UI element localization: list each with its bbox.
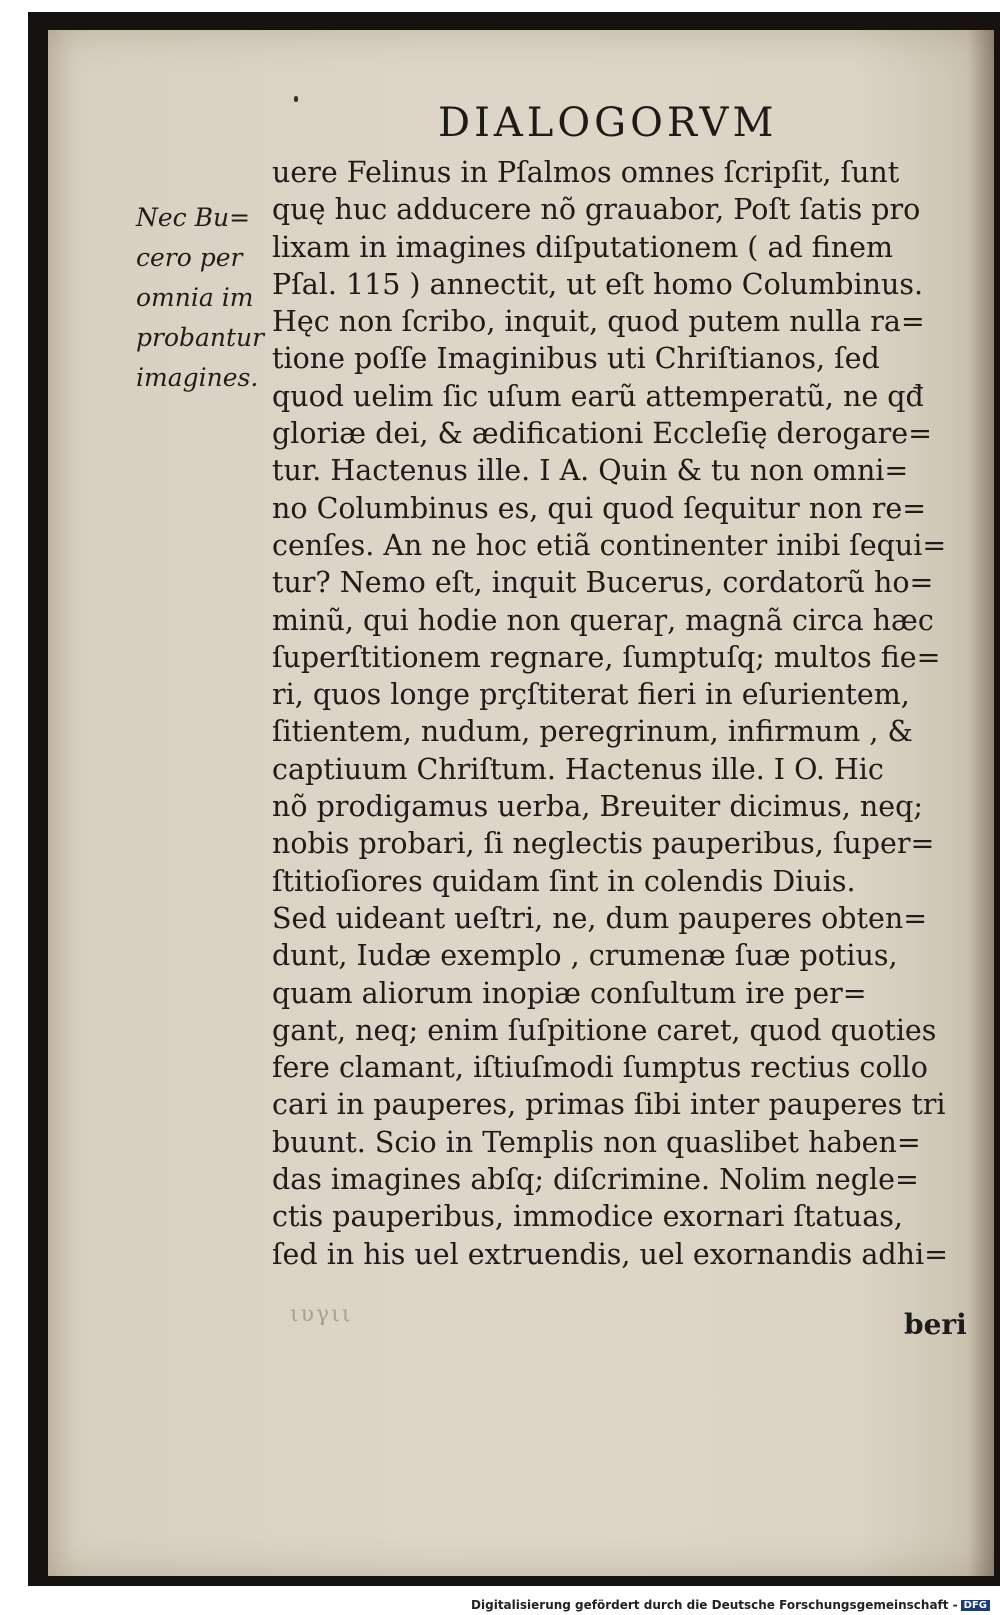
text-line: quam aliorum inopiæ conſultum ire per= bbox=[272, 976, 867, 1010]
text-line: uere Felinus in Pſalmos omnes ſcripſit, ſunt bbox=[272, 156, 900, 189]
text-line: gant, neq; enim ſuſpitione caret, quod quoties bbox=[272, 1013, 937, 1047]
text-line: ſuperſtitionem regnare, ſumptuſq; multos fie= bbox=[272, 640, 941, 674]
text-line: ſtitioſiores quidam ſint in colendis Diuis. bbox=[272, 864, 856, 898]
text-line: gloriæ dei, & ædificationi Eccleſię derogare= bbox=[272, 417, 933, 451]
digitization-credit bbox=[471, 1598, 990, 1612]
text-line: cari in pauperes, primas ſibi inter pauperes tri bbox=[272, 1088, 946, 1122]
catchword: beri bbox=[904, 1308, 967, 1341]
dfg-logo-icon: DFG bbox=[961, 1600, 990, 1611]
text-line: ſitientem, nudum, peregrinum, infirmum , & bbox=[272, 715, 913, 749]
text-line: das imagines abſq; diſcrimine. Nolim negle= bbox=[272, 1163, 919, 1197]
text-line: quod uelim ſic uſum earũ attemperatũ, ne qđ bbox=[272, 379, 924, 413]
margin-note-line: Nec Bu= bbox=[136, 203, 251, 232]
text-line: ri, quos longe prçſtiterat fieri in eſurientem, bbox=[272, 678, 910, 712]
text-line: captiuum Chriſtum. Hactenus ille. I O. Hic bbox=[272, 752, 884, 786]
text-line: ſed in his uel extruendis, uel exornandis adhi= bbox=[272, 1237, 948, 1271]
text-line: nobis probari, ſi neglectis pauperibus, ſuper= bbox=[272, 827, 935, 861]
text-line: dunt, Iudæ exemplo , crumenæ ſuæ potius, bbox=[272, 939, 898, 973]
bleed-through-text: ιυγιι bbox=[290, 1302, 353, 1327]
margin-note-line: imagines. bbox=[136, 363, 259, 392]
ink-speck bbox=[294, 96, 298, 102]
running-head: DIALOGORVM bbox=[438, 100, 778, 146]
margin-note bbox=[136, 198, 266, 398]
text-line: quę huc adducere nõ grauabor, Poſt ſatis pro bbox=[272, 193, 921, 227]
main-text-block bbox=[272, 154, 972, 1273]
text-line: Hęc non ſcribo, inquit, quod putem nulla ra= bbox=[272, 305, 925, 339]
margin-note-line: cero per bbox=[136, 243, 243, 272]
text-line: buunt. Scio in Templis non quaslibet haben= bbox=[272, 1125, 921, 1159]
text-line: tur. Hactenus ille. I A. Quin & tu non omni= bbox=[272, 454, 909, 488]
text-line: fere clamant, iſtiuſmodi ſumptus rectius collo bbox=[272, 1051, 928, 1085]
margin-note-line: probantur bbox=[136, 323, 265, 352]
text-line: lixam in imagines diſputationem ( ad finem bbox=[272, 230, 894, 264]
text-line: tione poſſe Imaginibus uti Chriſtianos, ſed bbox=[272, 342, 880, 376]
text-line: Pſal. 115 ) annectit, ut eſt homo Columbinus. bbox=[272, 267, 924, 301]
text-line: cenſes. An ne hoc etiã continenter inibi ſequi= bbox=[272, 528, 947, 562]
text-line: tur? Nemo eſt, inquit Bucerus, cordatorũ ho= bbox=[272, 566, 934, 600]
text-line: no Columbinus es, qui quod ſequitur non re= bbox=[272, 491, 927, 525]
text-line: ctis pauperibus, immodice exornari ſtatuas, bbox=[272, 1200, 903, 1234]
margin-note-line: omnia im bbox=[136, 283, 254, 312]
credit-text: Digitalisierung gefördert durch die Deutsche Forschungsgemeinschaft - bbox=[471, 1598, 958, 1612]
text-line: Sed uideant ueſtri, ne, dum pauperes obten= bbox=[272, 901, 928, 935]
text-line: nõ prodigamus uerba, Breuiter dicimus, neq; bbox=[272, 790, 923, 824]
text-line: minũ, qui hodie non queraɼ, magnã circa hæc bbox=[272, 603, 934, 637]
